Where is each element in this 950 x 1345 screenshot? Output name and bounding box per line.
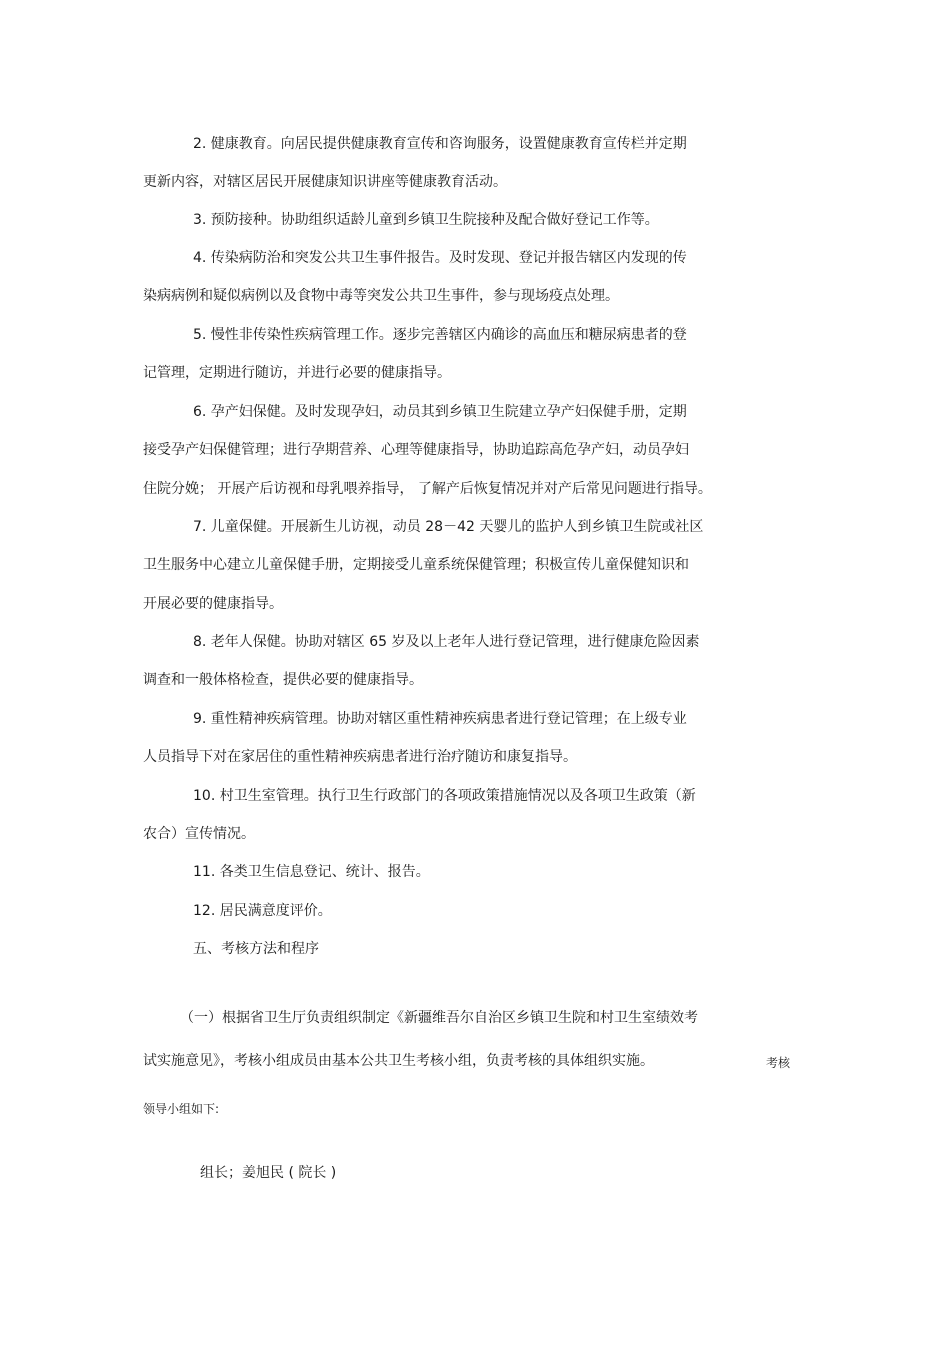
leader-line: 组长；姜旭民 ( 院长 ) xyxy=(200,1165,337,1181)
item-5-line-1: 5. 慢性非传染性疾病管理工作。逐步完善辖区内确诊的高血压和糖尿病患者的登 xyxy=(193,327,687,343)
paragraph-1-line-3: 领导小组如下: xyxy=(143,1102,220,1116)
item-7-line-1: 7. 儿童保健。开展新生儿访视，动员 28－42 天婴儿的监护人到乡镇卫生院或社区 xyxy=(193,519,704,535)
item-12-line-1: 12. 居民满意度评价。 xyxy=(193,903,332,919)
item-6-line-2: 接受孕产妇保健管理；进行孕期营养、心理等健康指导，协助追踪高危孕产妇，动员孕妇 xyxy=(143,442,689,458)
item-8-line-1: 8. 老年人保健。协助对辖区 65 岁及以上老年人进行登记管理，进行健康危险因素 xyxy=(193,634,700,650)
item-6-line-1: 6. 孕产妇保健。及时发现孕妇，动员其到乡镇卫生院建立孕产妇保健手册，定期 xyxy=(193,404,687,420)
item-7-line-2: 卫生服务中心建立儿童保健手册，定期接受儿童系统保健管理；积极宣传儿童保健知识和 xyxy=(143,557,689,573)
paragraph-1-line-2: 试实施意见》，考核小组成员由基本公共卫生考核小组，负责考核的具体组织实施。 xyxy=(143,1053,654,1069)
item-11-line-1: 11. 各类卫生信息登记、统计、报告。 xyxy=(193,864,430,880)
section-heading: 五、考核方法和程序 xyxy=(193,941,319,957)
paragraph-1-line-1: （一）根据省卫生厅负责组织制定《新疆维吾尔自治区乡镇卫生院和村卫生室绩效考 xyxy=(180,1010,698,1026)
item-10-line-1: 10. 村卫生室管理。执行卫生行政部门的各项政策措施情况以及各项卫生政策（新 xyxy=(193,788,696,804)
item-2-line-2: 更新内容，对辖区居民开展健康知识讲座等健康教育活动。 xyxy=(143,174,507,190)
item-2-line-1: 2. 健康教育。向居民提供健康教育宣传和咨询服务，设置健康教育宣传栏并定期 xyxy=(193,136,687,152)
item-3-line-1: 3. 预防接种。协助组织适龄儿童到乡镇卫生院接种及配合做好登记工作等。 xyxy=(193,212,659,228)
item-5-line-2: 记管理，定期进行随访，并进行必要的健康指导。 xyxy=(143,365,451,381)
item-6-line-3: 住院分娩； 开展产后访视和母乳喂养指导， 了解产后恢复情况并对产后常见问题进行指导。 xyxy=(143,481,712,497)
item-4-line-1: 4. 传染病防治和突发公共卫生事件报告。及时发现、登记并报告辖区内发现的传 xyxy=(193,250,687,266)
item-9-line-1: 9. 重性精神疾病管理。协助对辖区重性精神疾病患者进行登记管理；在上级专业 xyxy=(193,711,687,727)
paragraph-1-line-2-tail: 考核 xyxy=(766,1056,791,1070)
item-7-line-3: 开展必要的健康指导。 xyxy=(143,596,283,612)
item-4-line-2: 染病病例和疑似病例以及食物中毒等突发公共卫生事件，参与现场疫点处理。 xyxy=(143,288,619,304)
item-9-line-2: 人员指导下对在家居住的重性精神疾病患者进行治疗随访和康复指导。 xyxy=(143,749,577,765)
item-8-line-2: 调查和一般体格检查，提供必要的健康指导。 xyxy=(143,672,423,688)
item-10-line-2: 农合）宣传情况。 xyxy=(143,826,255,842)
